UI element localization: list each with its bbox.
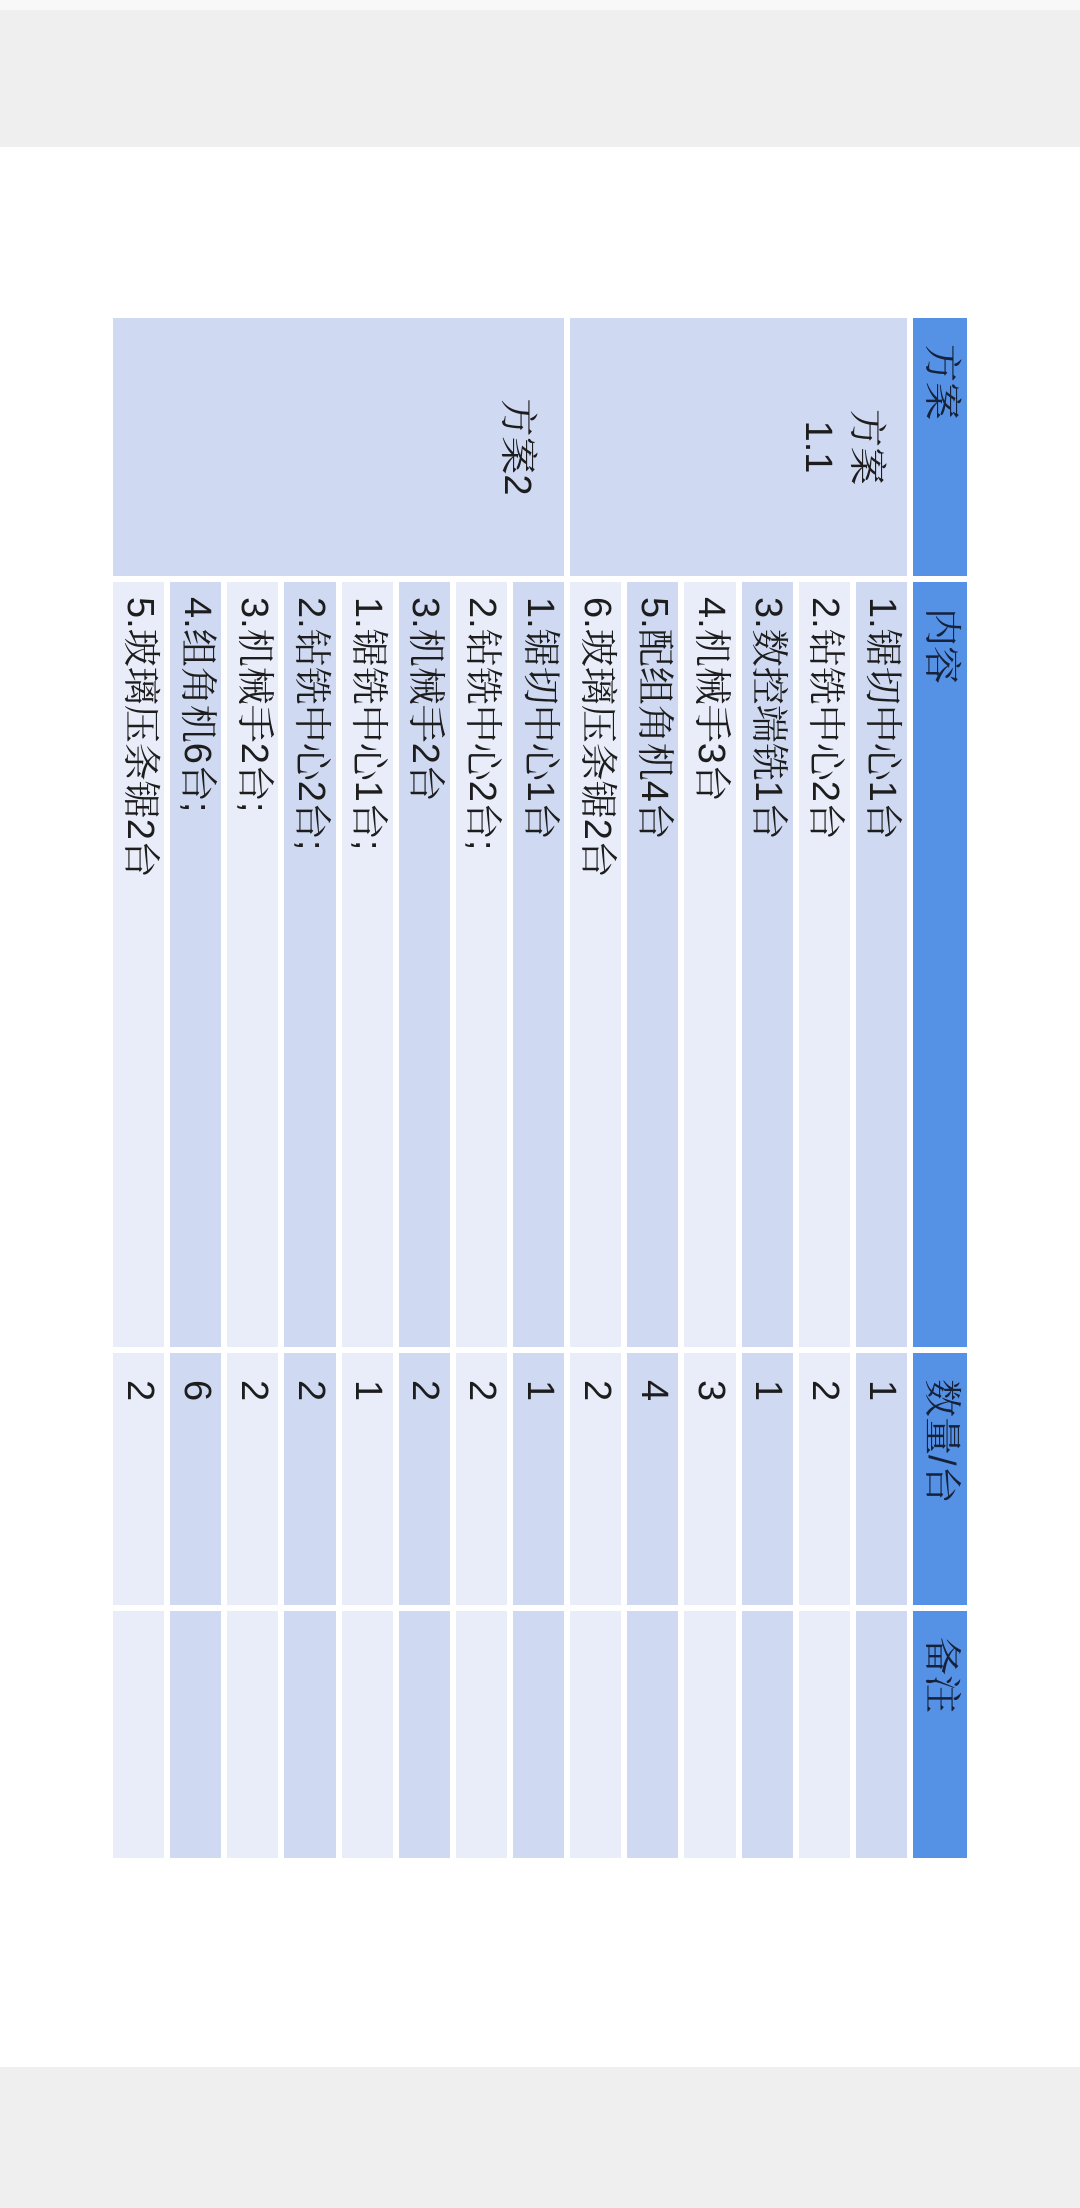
content-cell: 1.锯铣中心1台;	[342, 582, 393, 1347]
quantity-cell: 2	[570, 1353, 621, 1605]
plan-label: 方案2	[496, 398, 539, 496]
remark-cell	[856, 1611, 907, 1858]
remark-cell	[113, 1611, 164, 1858]
header-cell-remark: 备注	[913, 1611, 967, 1858]
remark-cell	[284, 1611, 335, 1858]
remark-cell	[342, 1611, 393, 1858]
quantity-cell: 2	[456, 1353, 507, 1605]
content-cell: 2.钻铣中心2台;	[284, 582, 335, 1347]
content-cell: 3.机械手2台;	[227, 582, 278, 1347]
quantity-cell: 4	[627, 1353, 678, 1605]
content-cell: 3.机械手2台	[399, 582, 450, 1347]
remark-cell	[684, 1611, 735, 1858]
remark-cell	[399, 1611, 450, 1858]
remark-cell	[456, 1611, 507, 1858]
header-cell-quantity: 数量/台	[913, 1353, 967, 1605]
remark-cell	[227, 1611, 278, 1858]
content-cell: 5.配组角机4台	[627, 582, 678, 1347]
quantity-cell: 3	[684, 1353, 735, 1605]
quantity-cell: 2	[113, 1353, 164, 1605]
quantity-cell: 2	[399, 1353, 450, 1605]
remark-cell	[570, 1611, 621, 1858]
remark-cell	[627, 1611, 678, 1858]
header-cell-content: 内容	[913, 582, 967, 1347]
content-cell: 4.机械手3台	[684, 582, 735, 1347]
content-cell: 2.钻铣中心2台	[799, 582, 850, 1347]
plan-cell-group-1	[570, 318, 907, 576]
content-cell: 1.锯切中心1台	[513, 582, 564, 1347]
content-cell: 3.数控端铣1台	[742, 582, 793, 1347]
remark-cell	[742, 1611, 793, 1858]
content-cell: 6.玻璃压条锯2台	[570, 582, 621, 1347]
quantity-cell: 2	[799, 1353, 850, 1605]
remark-cell	[799, 1611, 850, 1858]
content-cell: 5.玻璃压条锯2台	[113, 582, 164, 1347]
content-cell: 2.钻铣中心2台;	[456, 582, 507, 1347]
quantity-cell: 1	[513, 1353, 564, 1605]
quantity-cell: 1	[856, 1353, 907, 1605]
content-cell: 4.组角机6台;	[170, 582, 221, 1347]
quantity-cell: 6	[170, 1353, 221, 1605]
remark-cell	[513, 1611, 564, 1858]
content-cell: 1.锯切中心1台	[856, 582, 907, 1347]
quantity-cell: 1	[742, 1353, 793, 1605]
top-hairline	[0, 0, 1080, 10]
remark-cell	[170, 1611, 221, 1858]
top-gray-bar	[0, 0, 1080, 147]
quantity-cell: 2	[284, 1353, 335, 1605]
rotated-plan-table	[113, 318, 967, 1858]
bottom-gray-bar	[0, 2067, 1080, 2208]
plan-label: 方案 1.1	[797, 408, 887, 485]
plan-cell-group-2	[113, 318, 564, 576]
quantity-cell: 1	[342, 1353, 393, 1605]
quantity-cell: 2	[227, 1353, 278, 1605]
header-cell-plan: 方案	[913, 318, 967, 576]
